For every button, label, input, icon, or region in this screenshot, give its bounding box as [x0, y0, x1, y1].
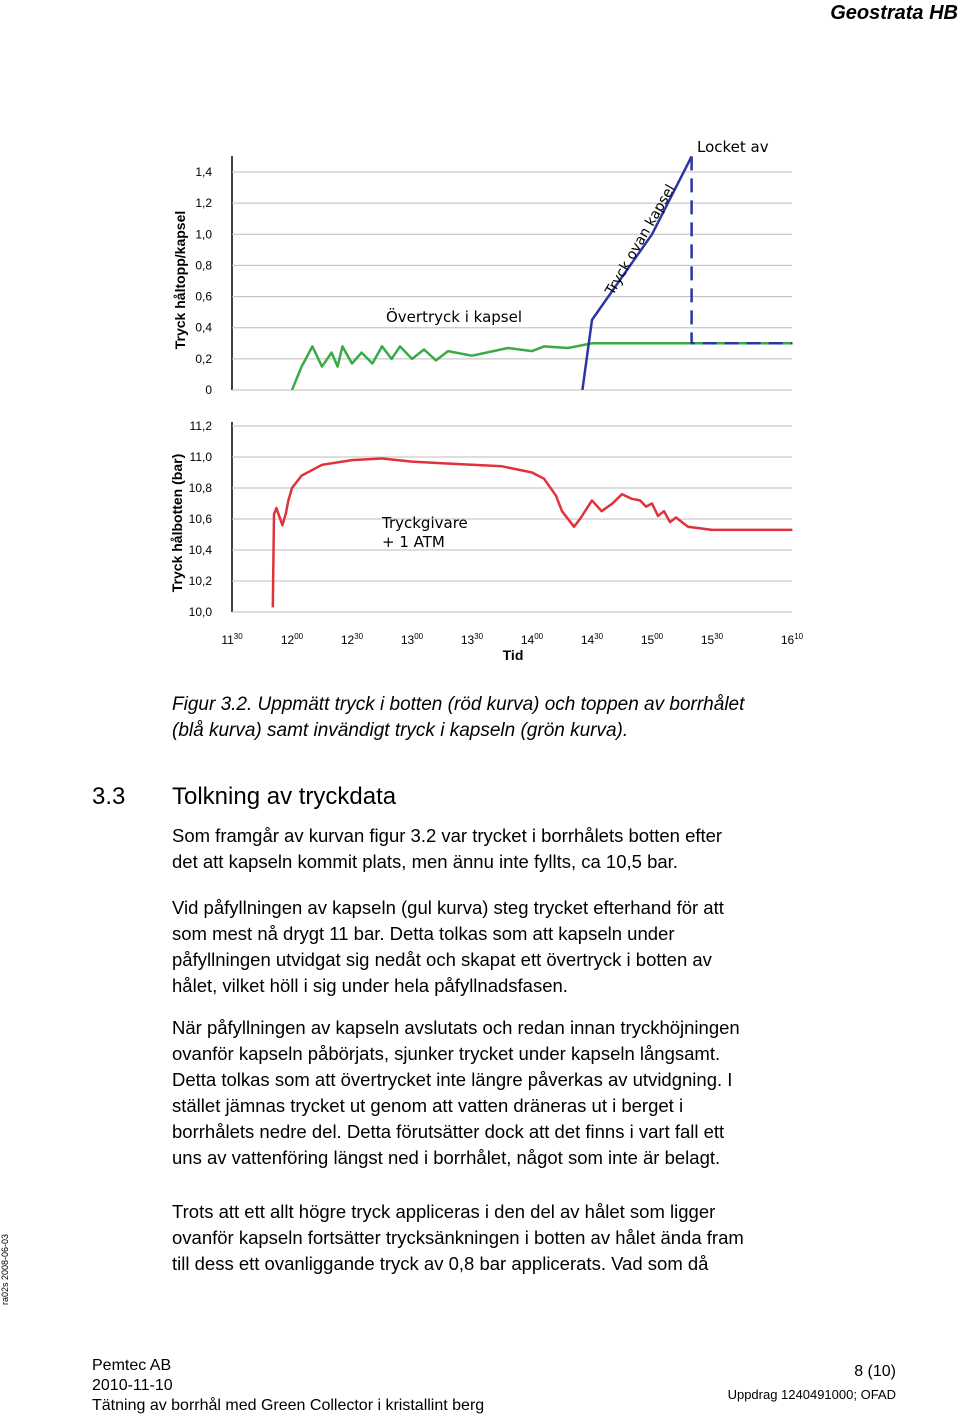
- bottom-y-tick-label: 11,0: [189, 450, 212, 464]
- footer-date: 2010-11-10: [92, 1377, 173, 1394]
- annotation-atm: + 1 ATM: [382, 533, 445, 551]
- footer-right: [728, 1362, 896, 1405]
- page-number: 8 (10): [854, 1363, 896, 1380]
- x-tick-label: $12^{30}$: [340, 632, 364, 647]
- caption-line-1: Figur 3.2. Uppmätt tryck i botten (röd kurva) och toppen av borrhålet: [172, 694, 745, 715]
- paragraph-line: Detta tolkas som att övertrycket inte längre påverkas av utvidgning. I: [172, 1069, 733, 1090]
- x-tick-label: $15^{30}$: [700, 632, 724, 647]
- top-y-axis-label: Tryck håltopp/kapsel: [172, 210, 188, 350]
- annotation-tryck-ovan-kapsel: Tryck ovan kapsel: [602, 182, 679, 298]
- x-tick-label: $14^{30}$: [580, 632, 604, 647]
- paragraph-line: stället jämnas trycket ut genom att vatten dräneras ut i berget i: [172, 1095, 684, 1116]
- paragraph-1: [172, 823, 822, 875]
- x-tick-label: $11^{30}$: [221, 632, 243, 647]
- bottom-y-axis-label: Tryck hålbotten (bar): [169, 453, 185, 593]
- paragraph-line: borrhålets nedre del. Detta förutsätter dock att det finns i vart fall ett: [172, 1121, 725, 1142]
- paragraph-2: [172, 895, 822, 999]
- paragraph-line: Som framgår av kurvan figur 3.2 var trycket i borrhålets botten efter: [172, 825, 723, 846]
- section-title: Tolkning av tryckdata: [172, 783, 397, 810]
- paragraph-line: ovanför kapseln fortsätter trycksänkningen i botten av hålet ända fram: [172, 1227, 744, 1248]
- x-tick-label: $15^{00}$: [640, 632, 664, 647]
- paragraph-line: ovanför kapseln påbörjats, sjunker trycket under kapseln långsamt.: [172, 1043, 721, 1064]
- footer-company: Pemtec AB: [92, 1357, 172, 1374]
- section-number: 3.3: [92, 783, 126, 810]
- paragraph-line: som mest nå drygt 11 bar. Detta tolkas som att kapseln under: [172, 923, 675, 944]
- bottom-y-tick-label: 10,6: [188, 512, 212, 526]
- paragraph-line: till dess ett ovanliggande tryck av 0,8 bar applicerats. Vad som då: [172, 1253, 709, 1274]
- bottom-y-tick-label: 10,0: [188, 605, 212, 619]
- top-y-tick-label: 0,2: [195, 351, 212, 366]
- paragraph-4: [172, 1199, 822, 1277]
- figure-caption: [172, 692, 872, 744]
- company-name: Geostrata HB: [830, 2, 958, 24]
- top-y-tick-label: 0,8: [195, 258, 212, 273]
- caption-line-2: (blå kurva) samt invändigt tryck i kapseln (grön kurva).: [172, 720, 629, 741]
- footer-title: Tätning av borrhål med Green Collector i kristallint berg: [92, 1397, 485, 1414]
- x-axis-label: Tid: [502, 647, 524, 663]
- pressure-figure: [160, 128, 820, 673]
- bottom-pressure-chart: [169, 419, 804, 663]
- series-line-blå-kurva-streckad-: [692, 156, 793, 343]
- capsule-pressure-chart: [172, 138, 792, 397]
- annotation-tryckgivare: Tryckgivare: [382, 514, 468, 532]
- annotation-overtryck: Övertryck i kapsel: [386, 308, 522, 326]
- top-y-tick-label: 0: [205, 383, 212, 397]
- paragraph-line: påfyllningen utvidgat sig nedåt och skapat ett övertryck i botten av: [172, 949, 712, 970]
- x-tick-label: $16^{10}$: [780, 632, 804, 647]
- bottom-y-tick-label: 10,2: [188, 574, 212, 588]
- paragraph-line: Vid påfyllningen av kapseln (gul kurva) steg trycket efterhand för att: [172, 897, 724, 918]
- order-code: OFAD: [860, 1387, 896, 1402]
- order-number: Uppdrag 1240491000;: [727, 1387, 861, 1402]
- annotation-locket-av: Locket av: [697, 138, 769, 156]
- paragraph-3: [172, 1015, 822, 1171]
- bottom-y-tick-label: 11,2: [189, 419, 212, 433]
- x-tick-label: $14^{00}$: [520, 632, 544, 647]
- footer-left: [92, 1356, 484, 1416]
- x-tick-label: $13^{30}$: [460, 632, 484, 647]
- series-line-grön-kurva: [292, 343, 792, 390]
- x-tick-label: $13^{00}$: [400, 632, 424, 647]
- side-stamp: ra02s 2008-06-03: [0, 1233, 10, 1305]
- footer-order: [728, 1385, 896, 1405]
- top-y-tick-label: 1,2: [195, 196, 212, 211]
- bottom-y-tick-label: 10,4: [188, 543, 212, 557]
- paragraph-line: När påfyllningen av kapseln avslutats och redan innan tryckhöjningen: [172, 1017, 740, 1038]
- paragraph-line: hålet, vilket höll i sig under hela påfyllnadsfasen.: [172, 975, 568, 996]
- x-tick-label: $12^{00}$: [280, 632, 304, 647]
- series-line-rod-kurva: [273, 459, 793, 608]
- bottom-y-tick-label: 10,8: [188, 481, 212, 495]
- paragraph-line: uns av vattenföring längst ned i borrhålet, något som inte är belagt.: [172, 1147, 721, 1168]
- paragraph-line: det att kapseln kommit plats, men ännu inte fyllts, ca 10,5 bar.: [172, 851, 678, 872]
- paragraph-line: Trots att ett allt högre tryck appliceras i den del av hålet som ligger: [172, 1201, 716, 1222]
- top-y-tick-label: 1,4: [195, 165, 212, 179]
- top-y-tick-label: 0,6: [195, 289, 212, 304]
- top-y-tick-label: 0,4: [195, 320, 212, 335]
- top-y-tick-label: 1,0: [195, 227, 212, 242]
